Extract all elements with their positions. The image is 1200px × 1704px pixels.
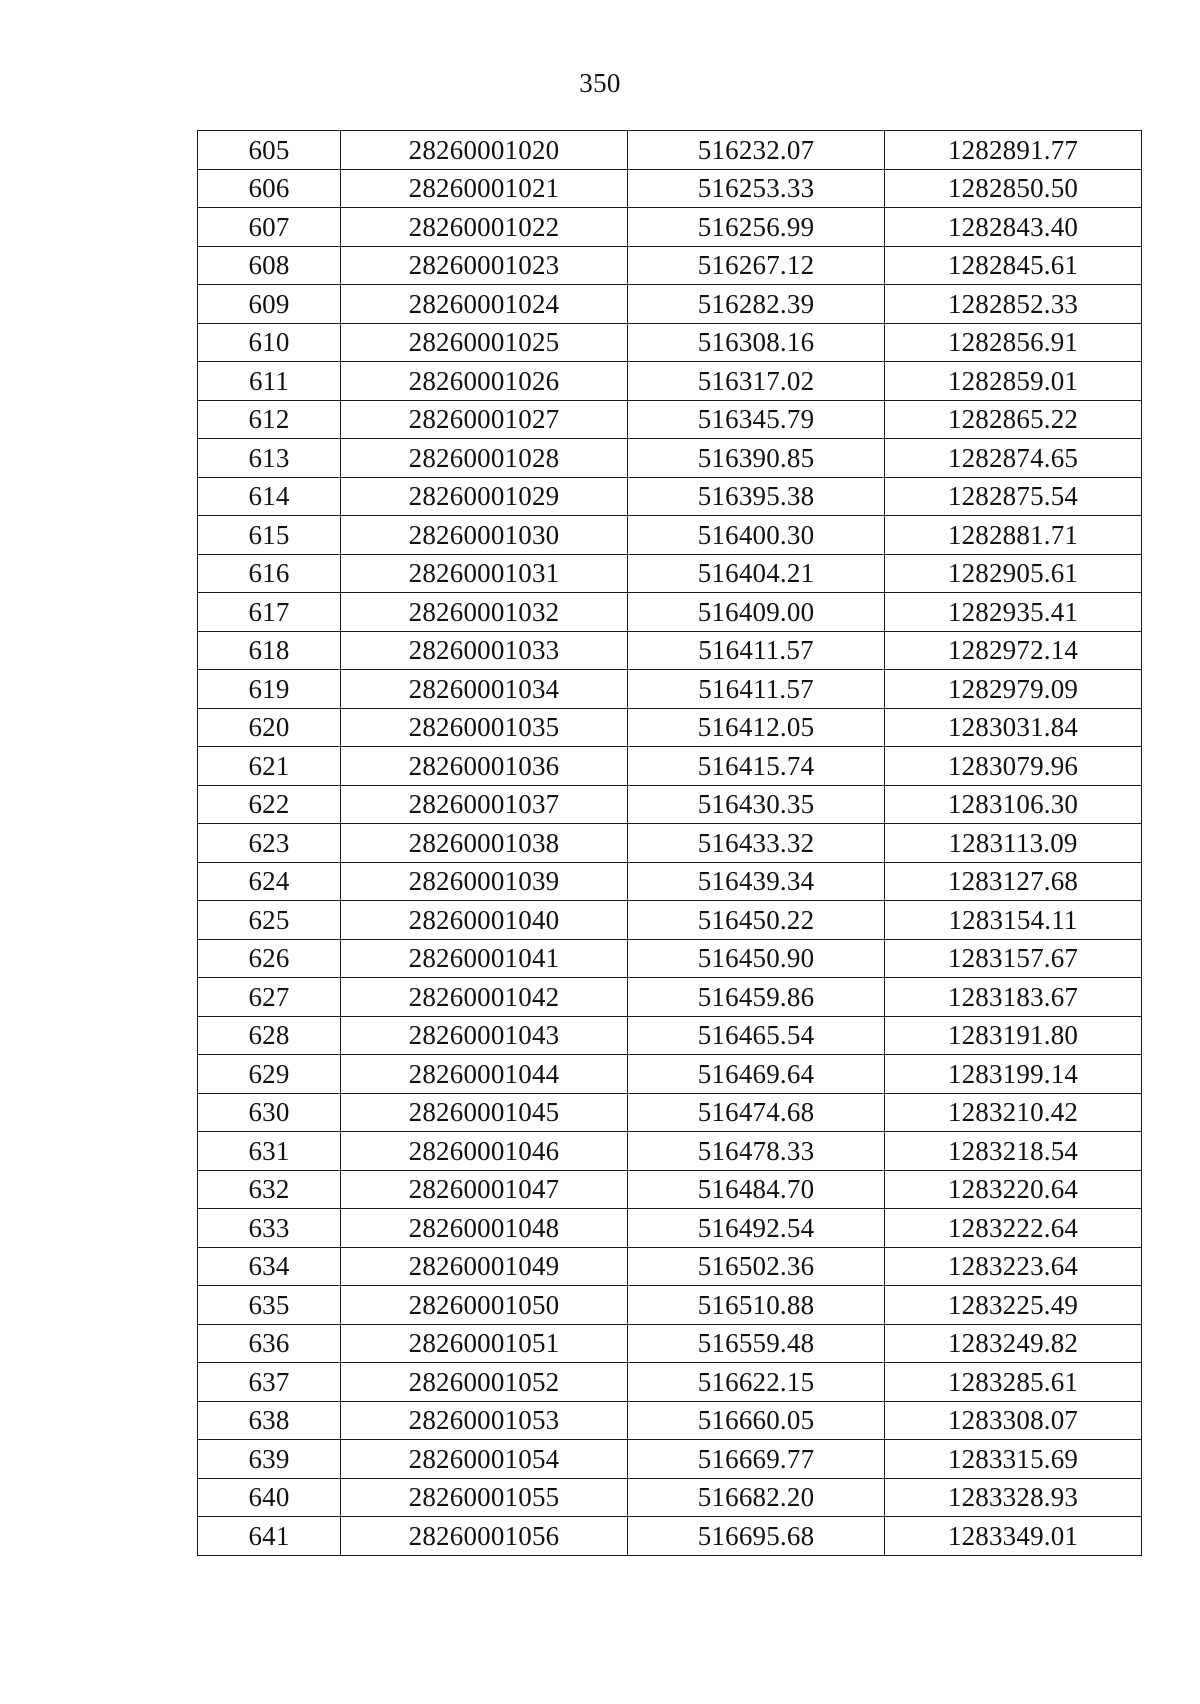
point-number-cell: 607: [198, 208, 341, 247]
point-number-cell: 639: [198, 1440, 341, 1479]
point-number-cell: 627: [198, 978, 341, 1017]
point-number-cell: 610: [198, 323, 341, 362]
y-coordinate-cell: 1283127.68: [885, 862, 1142, 901]
x-coordinate-cell: 516682.20: [628, 1478, 885, 1517]
point-id-cell: 28260001029: [341, 477, 628, 516]
x-coordinate-cell: 516465.54: [628, 1016, 885, 1055]
point-number-cell: 636: [198, 1324, 341, 1363]
y-coordinate-cell: 1282935.41: [885, 593, 1142, 632]
table-row: [198, 554, 1142, 593]
point-number-cell: 611: [198, 362, 341, 401]
x-coordinate-cell: 516282.39: [628, 285, 885, 324]
point-id-cell: 28260001037: [341, 785, 628, 824]
point-id-cell: 28260001048: [341, 1209, 628, 1248]
table-row: [198, 1440, 1142, 1479]
x-coordinate-cell: 516404.21: [628, 554, 885, 593]
table-row: [198, 400, 1142, 439]
y-coordinate-cell: 1283308.07: [885, 1401, 1142, 1440]
point-id-cell: 28260001032: [341, 593, 628, 632]
table-row: [198, 1401, 1142, 1440]
point-number-cell: 616: [198, 554, 341, 593]
point-number-cell: 613: [198, 439, 341, 478]
table-row: [198, 1209, 1142, 1248]
point-number-cell: 633: [198, 1209, 341, 1248]
table-row: [198, 1093, 1142, 1132]
point-id-cell: 28260001021: [341, 169, 628, 208]
point-id-cell: 28260001053: [341, 1401, 628, 1440]
y-coordinate-cell: 1282856.91: [885, 323, 1142, 362]
point-number-cell: 632: [198, 1170, 341, 1209]
y-coordinate-cell: 1283154.11: [885, 901, 1142, 940]
point-number-cell: 624: [198, 862, 341, 901]
x-coordinate-cell: 516256.99: [628, 208, 885, 247]
y-coordinate-cell: 1282874.65: [885, 439, 1142, 478]
x-coordinate-cell: 516308.16: [628, 323, 885, 362]
point-id-cell: 28260001024: [341, 285, 628, 324]
point-id-cell: 28260001027: [341, 400, 628, 439]
table-row: [198, 169, 1142, 208]
x-coordinate-cell: 516469.64: [628, 1055, 885, 1094]
point-number-cell: 635: [198, 1286, 341, 1325]
x-coordinate-cell: 516317.02: [628, 362, 885, 401]
y-coordinate-cell: 1283222.64: [885, 1209, 1142, 1248]
point-number-cell: 619: [198, 670, 341, 709]
x-coordinate-cell: 516669.77: [628, 1440, 885, 1479]
x-coordinate-cell: 516695.68: [628, 1517, 885, 1556]
point-number-cell: 614: [198, 477, 341, 516]
x-coordinate-cell: 516622.15: [628, 1363, 885, 1402]
coordinates-table-body: [198, 131, 1142, 1556]
table-row: [198, 1016, 1142, 1055]
table-row: [198, 978, 1142, 1017]
point-number-cell: 634: [198, 1247, 341, 1286]
point-id-cell: 28260001049: [341, 1247, 628, 1286]
y-coordinate-cell: 1283225.49: [885, 1286, 1142, 1325]
point-id-cell: 28260001047: [341, 1170, 628, 1209]
table-row: [198, 824, 1142, 863]
point-number-cell: 631: [198, 1132, 341, 1171]
table-row: [198, 362, 1142, 401]
table-row: [198, 901, 1142, 940]
point-number-cell: 622: [198, 785, 341, 824]
point-id-cell: 28260001036: [341, 747, 628, 786]
table-row: [198, 1363, 1142, 1402]
point-number-cell: 617: [198, 593, 341, 632]
y-coordinate-cell: 1282843.40: [885, 208, 1142, 247]
point-id-cell: 28260001025: [341, 323, 628, 362]
x-coordinate-cell: 516411.57: [628, 670, 885, 709]
y-coordinate-cell: 1283220.64: [885, 1170, 1142, 1209]
table-row: [198, 631, 1142, 670]
x-coordinate-cell: 516450.90: [628, 939, 885, 978]
point-number-cell: 625: [198, 901, 341, 940]
y-coordinate-cell: 1282865.22: [885, 400, 1142, 439]
table-row: [198, 323, 1142, 362]
y-coordinate-cell: 1282875.54: [885, 477, 1142, 516]
point-id-cell: 28260001052: [341, 1363, 628, 1402]
point-id-cell: 28260001042: [341, 978, 628, 1017]
table-row: [198, 477, 1142, 516]
table-row: [198, 1247, 1142, 1286]
y-coordinate-cell: 1282859.01: [885, 362, 1142, 401]
y-coordinate-cell: 1283183.67: [885, 978, 1142, 1017]
y-coordinate-cell: 1283315.69: [885, 1440, 1142, 1479]
point-id-cell: 28260001026: [341, 362, 628, 401]
y-coordinate-cell: 1283328.93: [885, 1478, 1142, 1517]
y-coordinate-cell: 1283210.42: [885, 1093, 1142, 1132]
point-id-cell: 28260001044: [341, 1055, 628, 1094]
point-id-cell: 28260001043: [341, 1016, 628, 1055]
point-number-cell: 612: [198, 400, 341, 439]
y-coordinate-cell: 1283031.84: [885, 708, 1142, 747]
x-coordinate-cell: 516459.86: [628, 978, 885, 1017]
x-coordinate-cell: 516510.88: [628, 1286, 885, 1325]
x-coordinate-cell: 516267.12: [628, 246, 885, 285]
x-coordinate-cell: 516439.34: [628, 862, 885, 901]
coordinates-table: [197, 130, 1142, 1556]
point-id-cell: 28260001046: [341, 1132, 628, 1171]
y-coordinate-cell: 1283079.96: [885, 747, 1142, 786]
point-number-cell: 618: [198, 631, 341, 670]
point-id-cell: 28260001031: [341, 554, 628, 593]
point-number-cell: 606: [198, 169, 341, 208]
page-number-wrapper: [0, 66, 1200, 100]
x-coordinate-cell: 516450.22: [628, 901, 885, 940]
point-number-cell: 621: [198, 747, 341, 786]
point-number-cell: 615: [198, 516, 341, 555]
table-row: [198, 439, 1142, 478]
point-id-cell: 28260001055: [341, 1478, 628, 1517]
table-row: [198, 285, 1142, 324]
x-coordinate-cell: 516430.35: [628, 785, 885, 824]
point-number-cell: 626: [198, 939, 341, 978]
y-coordinate-cell: 1283199.14: [885, 1055, 1142, 1094]
y-coordinate-cell: 1282852.33: [885, 285, 1142, 324]
table-row: [198, 1132, 1142, 1171]
table-row: [198, 516, 1142, 555]
point-id-cell: 28260001039: [341, 862, 628, 901]
table-row: [198, 862, 1142, 901]
point-id-cell: 28260001035: [341, 708, 628, 747]
point-id-cell: 28260001033: [341, 631, 628, 670]
x-coordinate-cell: 516253.33: [628, 169, 885, 208]
y-coordinate-cell: 1283191.80: [885, 1016, 1142, 1055]
table-row: [198, 1478, 1142, 1517]
x-coordinate-cell: 516502.36: [628, 1247, 885, 1286]
x-coordinate-cell: 516345.79: [628, 400, 885, 439]
table-row: [198, 1324, 1142, 1363]
x-coordinate-cell: 516232.07: [628, 131, 885, 170]
table-row: [198, 785, 1142, 824]
y-coordinate-cell: 1283106.30: [885, 785, 1142, 824]
point-id-cell: 28260001054: [341, 1440, 628, 1479]
point-number-cell: 638: [198, 1401, 341, 1440]
x-coordinate-cell: 516395.38: [628, 477, 885, 516]
point-id-cell: 28260001050: [341, 1286, 628, 1325]
point-id-cell: 28260001045: [341, 1093, 628, 1132]
table-row: [198, 208, 1142, 247]
x-coordinate-cell: 516478.33: [628, 1132, 885, 1171]
point-number-cell: 628: [198, 1016, 341, 1055]
point-id-cell: 28260001056: [341, 1517, 628, 1556]
x-coordinate-cell: 516411.57: [628, 631, 885, 670]
table-row: [198, 1055, 1142, 1094]
y-coordinate-cell: 1282850.50: [885, 169, 1142, 208]
table-row: [198, 670, 1142, 709]
point-id-cell: 28260001028: [341, 439, 628, 478]
y-coordinate-cell: 1282905.61: [885, 554, 1142, 593]
point-number-cell: 623: [198, 824, 341, 863]
point-id-cell: 28260001030: [341, 516, 628, 555]
point-number-cell: 609: [198, 285, 341, 324]
y-coordinate-cell: 1282979.09: [885, 670, 1142, 709]
point-number-cell: 641: [198, 1517, 341, 1556]
table-row: [198, 939, 1142, 978]
point-id-cell: 28260001038: [341, 824, 628, 863]
point-id-cell: 28260001020: [341, 131, 628, 170]
x-coordinate-cell: 516415.74: [628, 747, 885, 786]
table-row: [198, 246, 1142, 285]
x-coordinate-cell: 516492.54: [628, 1209, 885, 1248]
x-coordinate-cell: 516433.32: [628, 824, 885, 863]
table-row: [198, 1286, 1142, 1325]
y-coordinate-cell: 1283157.67: [885, 939, 1142, 978]
point-number-cell: 629: [198, 1055, 341, 1094]
x-coordinate-cell: 516412.05: [628, 708, 885, 747]
point-number-cell: 620: [198, 708, 341, 747]
point-number-cell: 608: [198, 246, 341, 285]
table-row: [198, 708, 1142, 747]
x-coordinate-cell: 516474.68: [628, 1093, 885, 1132]
x-coordinate-cell: 516660.05: [628, 1401, 885, 1440]
y-coordinate-cell: 1283249.82: [885, 1324, 1142, 1363]
table-row: [198, 1517, 1142, 1556]
table-row: [198, 747, 1142, 786]
point-number-cell: 640: [198, 1478, 341, 1517]
point-id-cell: 28260001034: [341, 670, 628, 709]
y-coordinate-cell: 1282845.61: [885, 246, 1142, 285]
y-coordinate-cell: 1283223.64: [885, 1247, 1142, 1286]
x-coordinate-cell: 516400.30: [628, 516, 885, 555]
x-coordinate-cell: 516484.70: [628, 1170, 885, 1209]
y-coordinate-cell: 1282881.71: [885, 516, 1142, 555]
page-number: 350: [579, 68, 621, 98]
x-coordinate-cell: 516559.48: [628, 1324, 885, 1363]
point-id-cell: 28260001022: [341, 208, 628, 247]
y-coordinate-cell: 1282891.77: [885, 131, 1142, 170]
table-row: [198, 593, 1142, 632]
point-number-cell: 637: [198, 1363, 341, 1402]
point-number-cell: 605: [198, 131, 341, 170]
table-row: [198, 131, 1142, 170]
point-number-cell: 630: [198, 1093, 341, 1132]
point-id-cell: 28260001041: [341, 939, 628, 978]
x-coordinate-cell: 516409.00: [628, 593, 885, 632]
point-id-cell: 28260001051: [341, 1324, 628, 1363]
y-coordinate-cell: 1283218.54: [885, 1132, 1142, 1171]
point-id-cell: 28260001023: [341, 246, 628, 285]
y-coordinate-cell: 1283113.09: [885, 824, 1142, 863]
y-coordinate-cell: 1283349.01: [885, 1517, 1142, 1556]
y-coordinate-cell: 1283285.61: [885, 1363, 1142, 1402]
point-id-cell: 28260001040: [341, 901, 628, 940]
table-row: [198, 1170, 1142, 1209]
y-coordinate-cell: 1282972.14: [885, 631, 1142, 670]
x-coordinate-cell: 516390.85: [628, 439, 885, 478]
